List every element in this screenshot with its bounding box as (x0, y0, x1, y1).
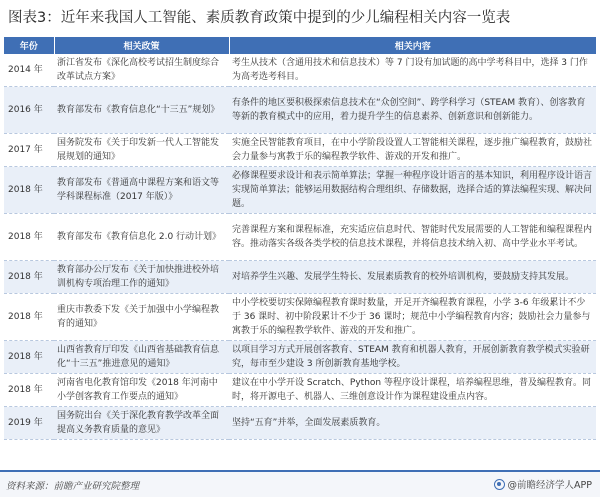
brand-label: @前瞻经济学人APP (507, 480, 592, 491)
cell-year: 2014 年 (4, 54, 54, 87)
cell-policy: 国务院出台《关于深化教育教学改革全面提高义务教育质量的意见》 (54, 407, 229, 440)
table-row (4, 294, 596, 341)
header-policy: 相关政策 (54, 37, 229, 54)
cell-policy: 教育部发布《教育信息化 2.0 行动计划》 (54, 214, 229, 261)
cell-year: 2018 年 (4, 167, 54, 214)
cell-year: 2016 年 (4, 87, 54, 134)
cell-policy: 教育部发布《教育信息化“十三五”规划》 (54, 87, 229, 134)
table-row (4, 214, 596, 261)
cell-content: 中小学校要切实保障编程教育课时数量，开足开齐编程教育课程，小学 3-6 年级累计不少于 36 课时、初中阶段累计不少于 36 课时；规范中小学编程教育内容；鼓励社会力量参与寓教于乐的编程教学软件、游戏的开发和推广。 (229, 294, 596, 341)
cell-policy: 山西省教育厅印发《山西省基础教育信息化“十三五”推进意见的通知》 (54, 341, 229, 374)
cell-content: 建议在中小学开设 Scratch、Python 等程序设计课程，培养编程思维，普及编程教育。同时，将开源电子、机器人、三维创意设计作为课程建设重点内容。 (229, 374, 596, 407)
cell-content: 考生从技术（含通用技术和信息技术）等 7 门设有加试题的高中学考科目中，选择 3 门作为高考选考科目。 (229, 54, 596, 87)
cell-year: 2018 年 (4, 294, 54, 341)
table-row (4, 374, 596, 407)
cell-policy: 河南省电化教育馆印发《2018 年河南中小学创客教育工作要点的通知》 (54, 374, 229, 407)
table-row (4, 54, 596, 87)
cell-year: 2017 年 (4, 134, 54, 167)
table-row (4, 341, 596, 374)
table-row (4, 261, 596, 294)
header-year: 年份 (4, 37, 54, 54)
cell-content: 坚持“五育”并举，全面发展素质教育。 (229, 407, 596, 440)
header-content: 相关内容 (229, 37, 596, 54)
table-header-row (4, 37, 596, 54)
policy-table (4, 37, 596, 440)
cell-year: 2019 年 (4, 407, 54, 440)
cell-policy: 教育部办公厅发布《关于加快推进校外培训机构专项治理工作的通知》 (54, 261, 229, 294)
table-row (4, 134, 596, 167)
cell-content: 有条件的地区要积极探索信息技术在“众创空间”、跨学科学习（STEAM 教育）、创客教育等新的教育模式中的应用，着力提升学生的信息素养、创新意识和创新能力。 (229, 87, 596, 134)
cell-policy: 浙江省发布《深化高校考试招生制度综合改革试点方案》 (54, 54, 229, 87)
cell-content: 实施全民智能教育项目，在中小学阶段设置人工智能相关课程，逐步推广编程教育，鼓励社会力量参与寓教于乐的编程教学软件、游戏的开发和推广。 (229, 134, 596, 167)
cell-policy: 国务院发布《关于印发新一代人工智能发展规划的通知》 (54, 134, 229, 167)
cell-content: 完善课程方案和课程标准，充实适应信息时代、智能时代发展需要的人工智能和编程课程内容。推动落实各级各类学校的信息技术课程，并将信息技术纳入初、高中学业水平考试。 (229, 214, 596, 261)
table-row (4, 167, 596, 214)
table-row (4, 87, 596, 134)
cell-policy: 教育部发布《普通高中课程方案和语文等学科课程标准（2017 年版）》 (54, 167, 229, 214)
cell-content: 对培养学生兴趣、发展学生特长、发展素质教育的校外培训机构，要鼓励支持其发展。 (229, 261, 596, 294)
cell-policy: 重庆市教委下发《关于加强中小学编程教育的通知》 (54, 294, 229, 341)
footer-bar (0, 470, 600, 497)
cell-content: 必修课程要求设计和表示简单算法；掌握一种程序设计语言的基本知识，利用程序设计语言实现简单算法；能够运用数据结构合理组织、存储数据，选择合适的算法编程实现、解决问题。 (229, 167, 596, 214)
brand-attribution (494, 477, 592, 491)
cell-content: 以项目学习方式开展创客教育、STEAM 教育和机器人教育，开展创新教育教学模式实验研究，每市至少建设 3 所创新教育基地学校。 (229, 341, 596, 374)
source-note: 资料来源：前瞻产业研究院整理 (6, 481, 140, 492)
table-row (4, 407, 596, 440)
cell-year: 2018 年 (4, 214, 54, 261)
cell-year: 2018 年 (4, 261, 54, 294)
qianzhan-logo-icon (494, 479, 505, 490)
cell-year: 2018 年 (4, 341, 54, 374)
page-title: 图表3：近年来我国人工智能、素质教育政策中提到的少儿编程相关内容一览表 (8, 10, 511, 26)
cell-year: 2018 年 (4, 374, 54, 407)
